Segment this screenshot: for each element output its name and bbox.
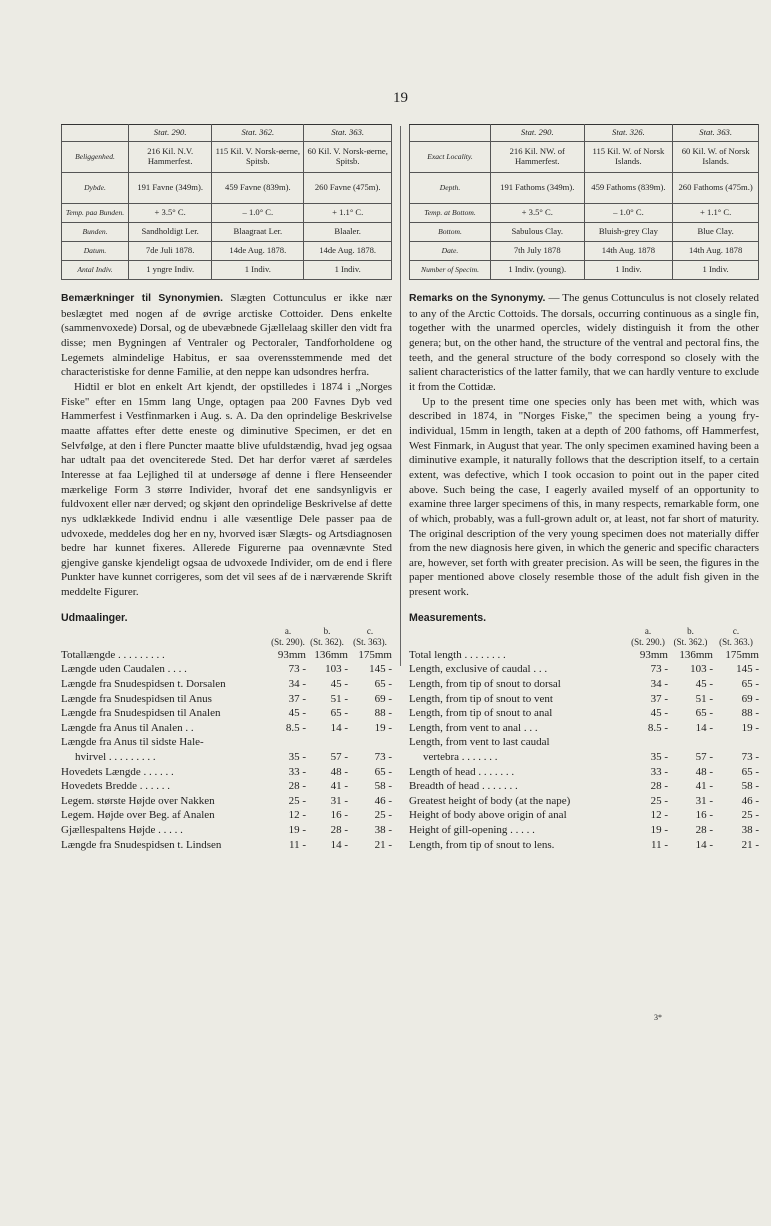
station-table-english [409,124,759,280]
table-cell: 1 Indiv. [304,261,392,280]
remarks-paragraph: Up to the present time one species only has been met with, which was described in 1874, in "Norges Fiske," the specimen being a young fry-individual, 15mm in length, taken at a depth of 200 fathoms, off Hammerfest, West Finmark, in August that year. The only specimen examined having been a diminutive example, it naturally follows that the description itself, to a certain extent, was defective, which I took occasion to point out in the paper cited above. Such being the case, I eagerly availed myself of an opportunity to examine three larger specimens of this, in many respects, remarkable form, one of which, probably, was a full-grown adult or, at least, not far short of maturity. The original description of the very young specimen does not materially differ from the new diagnosis here given, in which the generic and specific characters are, however, set forth with greater precision. As will be seen, the figures in the paper mentioned above closely resemble those of the adult fish given in the present work. [409,395,759,599]
measurement-value: 21 - [741,838,759,851]
measurement-row [61,808,392,823]
row-label: Depth. [410,173,491,204]
measurement-row [61,706,392,721]
measurement-row [409,721,759,736]
table-cell: + 1.1° C. [304,204,392,223]
measurement-row [409,794,759,809]
measurement-value: 69 - [374,692,392,705]
column-station: (St. 362). [310,636,344,647]
row-label: Bottom. [410,223,491,242]
measurement-value: 41 - [695,780,713,793]
table-cell: 60 Kil. W. of Norsk Islands. [673,142,759,173]
measurement-row [409,648,759,663]
measurement-row [61,838,392,853]
column-station: (St. 290). [271,636,305,647]
measurement-row [409,765,759,780]
measurement-value: 145 - [736,663,759,676]
table-cell: + 1.1° C. [673,204,759,223]
measurement-row [409,808,759,823]
measurement-label: Længde fra Snudespidsen til Analen [61,707,221,720]
measurement-value: 73 - [741,750,759,763]
measurement-value: 28 - [330,823,348,836]
measurement-label: Længde fra Anus til Analen . . [61,721,194,734]
table-cell: – 1.0° C. [212,204,304,223]
measurement-label: Gjællespaltens Højde . . . . . [61,823,183,836]
table-cell: 459 Fathoms (839m). [584,173,673,204]
measurement-value: 35 - [650,750,668,763]
table-row [410,204,759,223]
measurement-value: 88 - [374,707,392,720]
measurement-value: 25 - [288,794,306,807]
column-letter: c. [732,625,740,636]
table-row [62,142,392,173]
row-label: Dybde. [62,173,129,204]
table-cell: 191 Fathoms (349m). [491,173,585,204]
row-label: Beliggenhed. [62,142,129,173]
measurement-value: 8.5 - [647,721,668,734]
measurement-label: Length, from tip of snout to vent [409,692,553,705]
table-cell: 1 Indiv. [673,261,759,280]
measurement-label: Length, from vent to anal . . . [409,721,538,734]
measurement-label: Length, exclusive of caudal . . . [409,663,548,676]
measurement-label: Totallængde . . . . . . . . . [61,648,165,661]
table-header-cell: Stat. 326. [584,125,673,142]
measurement-value: 12 - [650,809,668,822]
measurement-value: 16 - [330,809,348,822]
measurement-row [61,823,392,838]
measurement-value: 19 - [374,721,392,734]
measurement-row [61,662,392,677]
column-letter: a. [284,625,292,636]
measurement-label: Length, from tip of snout to dorsal [409,677,561,690]
column-letter: c. [366,625,374,636]
table-header-cell: Stat. 363. [304,125,392,142]
measurement-label: Hovedets Bredde . . . . . . [61,780,171,793]
table-header-cell [62,125,129,142]
measurement-value: 88 - [741,707,759,720]
measurement-row [409,677,759,692]
table-row [410,223,759,242]
table-row [62,204,392,223]
measurement-value: 38 - [741,823,759,836]
table-cell: 260 Favne (475m). [304,173,392,204]
measurement-value: 28 - [650,780,668,793]
measurement-value: 37 - [650,692,668,705]
measurement-value: 16 - [695,809,713,822]
measurements-header [409,626,759,648]
table-cell: 14de Aug. 1878. [212,242,304,261]
measurement-label: Længde fra Snudespidsen t. Lindsen [61,838,222,851]
english-column [409,124,759,852]
column-header [348,626,392,648]
measurement-value: 14 - [330,721,348,734]
measurements-title: Measurements. [409,611,487,624]
measurements-table [409,626,759,852]
row-label: Antal Indiv. [62,261,129,280]
measurement-value: 45 - [695,677,713,690]
measurement-value: 19 - [288,823,306,836]
column-divider [400,126,401,666]
measurement-value: 8.5 - [285,721,306,734]
table-cell: Blaagraat Ler. [212,223,304,242]
remarks-section [61,291,392,600]
table-row [410,173,759,204]
table-header-cell: Stat. 363. [673,125,759,142]
table-cell: 14th Aug. 1878 [673,242,759,261]
column-station: (St. 363). [353,636,387,647]
measurement-value: 145 - [369,663,392,676]
measurement-value: 136mm [679,648,713,661]
measurement-value: 175mm [725,648,759,661]
measurement-value: 103 - [325,663,348,676]
measurement-row [61,648,392,663]
station-table-body [62,142,392,280]
column-letter: b. [687,625,694,636]
column-header [270,626,306,648]
measurement-value: 14 - [695,838,713,851]
measurement-value: 58 - [741,780,759,793]
measurement-value: 11 - [288,838,306,851]
measurement-value: 14 - [695,721,713,734]
row-label: Temp. at Bottom. [410,204,491,223]
measurement-row [61,677,392,692]
measurement-row [61,750,392,765]
row-label: Number of Specim. [410,261,491,280]
measurement-value: 21 - [374,838,392,851]
table-cell: 1 Indiv. [212,261,304,280]
measurement-row [409,779,759,794]
measurement-value: 51 - [330,692,348,705]
measurement-row [61,765,392,780]
norwegian-column [61,124,392,852]
measurement-label: Længde uden Caudalen . . . . [61,663,187,676]
measurement-value: 25 - [650,794,668,807]
station-table [61,124,392,280]
column-station: (St. 290.) [631,636,665,647]
measurement-value: 25 - [374,809,392,822]
table-cell: 260 Fathoms (475m.) [673,173,759,204]
measurement-row [409,735,759,750]
measurement-value: 65 - [741,765,759,778]
table-row [410,142,759,173]
remarks-heading: Remarks on the Synonymy. [409,293,546,304]
measurement-value: 73 - [374,750,392,763]
station-table-body [410,142,759,280]
measurement-value: 69 - [741,692,759,705]
table-cell: 1 Indiv. [584,261,673,280]
column-header [713,626,759,648]
table-cell: 1 Indiv. (young). [491,261,585,280]
measurement-value: 34 - [288,677,306,690]
measurement-label: Height of body above origin of anal [409,809,567,822]
remarks-paragraph: Hidtil er blot en enkelt Art kjendt, der opstilledes i 1874 i „Norges Fiske" efter en 15mm lang Unge, optagen paa 200 Favnes Dyb ved Hammerfest i Vestfinmarken i Aug. s. A. Da den oprindelige Beskrivelse maatte affattes efter dette eneste og diminutive Specimen, er det en Selvfølge, at den i flere Puncter maatte blive ufuldstændig, hvad jeg ogsaa har udtalt paa det ovenciterede Sted. Det har derfor været af særdeles Interesse at faa Lejlighed til at undersøge af denne i flere Henseender mærkelige Form 3 større Individer, hvoraf det ene sandsynligvis er fuldvoxent eller nær derved; og skjønt den oprindelige Beskrivelse af dette nys udklækkede Individ endnu i alle væsentlige Dele passer paa de udvoxede, meddeles dog her en ny, hvorved især Slægts- og Artsdiagnosen bedre har kunnet fixeres. Allerede Figurerne paa ovennævnte Sted gjengive ganske kjendeligt ogsaa de udvoxede Individer, om de end i flere Punkter have kunnet corrigeres, som det vil sees af de i nærværende Skrift meddelte Figurer. [61,380,392,599]
measurement-value: 33 - [288,765,306,778]
measurement-value: 51 - [695,692,713,705]
measurement-label: Legem. Højde over Beg. af Analen [61,809,215,822]
measurement-value: 65 - [374,765,392,778]
measurement-label: Length, from vent to last caudal [409,736,550,749]
table-cell: 115 Kil. W. of Norsk Islands. [584,142,673,173]
column-station: (St. 362.) [673,636,708,647]
measurement-value: 93mm [639,648,668,661]
measurement-row [61,735,392,750]
measurements-title: Udmaalinger. [61,611,128,624]
measurement-value: 45 - [650,707,668,720]
measurement-value: 41 - [330,780,348,793]
measurement-row [61,721,392,736]
measurement-value: 73 - [650,663,668,676]
measurement-value: 48 - [695,765,713,778]
signature-mark: 3* [654,1013,662,1022]
measurement-value: 12 - [288,809,306,822]
table-row [410,242,759,261]
table-cell: 459 Favne (839m). [212,173,304,204]
table-cell: 60 Kil. V. Norsk-øerne, Spitsb. [304,142,392,173]
measurement-label: Length, from tip of snout to lens. [409,838,555,851]
measurement-value: 45 - [330,677,348,690]
measurement-label: Breadth of head . . . . . . . [409,780,518,793]
measurement-value: 48 - [330,765,348,778]
measurements-header [61,626,392,648]
table-header-row [62,125,392,142]
row-label: Date. [410,242,491,261]
measurement-label: Længde fra Snudespidsen til Anus [61,692,212,705]
measurements-table [61,626,392,852]
measurement-value: 57 - [330,750,348,763]
column-header [668,626,713,648]
remarks-paragraph [409,291,759,395]
measurement-value: 28 - [695,823,713,836]
remarks-paragraph [61,291,392,380]
measurement-row [409,662,759,677]
measurement-value: 45 - [288,707,306,720]
measurement-label: Total length . . . . . . . . [409,648,506,661]
table-cell: Sandholdigt Ler. [129,223,212,242]
measurement-row [61,794,392,809]
table-cell: 7th July 1878 [491,242,585,261]
measurement-value: 35 - [288,750,306,763]
column-header [628,626,668,648]
measurement-value: 19 - [650,823,668,836]
measurement-label: hvirvel . . . . . . . . . [75,750,156,763]
table-cell: + 3.5° C. [491,204,585,223]
station-table-norwegian [61,124,392,280]
table-cell: + 3.5° C. [129,204,212,223]
measurement-value: 34 - [650,677,668,690]
table-header-cell [410,125,491,142]
table-cell: 191 Favne (349m). [129,173,212,204]
remarks-section [409,291,759,600]
measurement-value: 19 - [741,721,759,734]
table-cell: 115 Kil. V. Norsk-øerne, Spitsb. [212,142,304,173]
table-row [62,223,392,242]
remarks-text: — The genus Cottunculus is not closely related to any of the Arctic Cottoids. The dorsals, occurring continuous as a single fin, together with the unarmed opercles, widely distinguish it from the other genera; but, on the other hand, the structure of the ventral and pectoral fins, the teeth, and the general structure of the body correspond so closely with the salient characteristics of the latter family, that we can hardly venture to exclude it from the Cottidæ. [409,292,759,393]
remarks-heading: Bemærkninger til Synonymien. [61,293,224,304]
measurement-value: 14 - [330,838,348,851]
station-table [409,124,759,280]
measurement-value: 31 - [330,794,348,807]
measurement-value: 57 - [695,750,713,763]
table-cell: 14de Aug. 1878. [304,242,392,261]
measurement-value: 31 - [695,794,713,807]
column-letter: a. [644,625,652,636]
measurement-value: 65 - [330,707,348,720]
table-cell: 7de Juli 1878. [129,242,212,261]
table-row [62,261,392,280]
table-cell: Blaaler. [304,223,392,242]
measurement-label: Length of head . . . . . . . [409,765,515,778]
row-label: Exact Locality. [410,142,491,173]
measurement-label: Length, from tip of snout to anal [409,707,553,720]
measurement-row [61,779,392,794]
measurement-value: 136mm [314,648,348,661]
measurement-value: 33 - [650,765,668,778]
measurement-label: Height of gill-opening . . . . . [409,823,535,836]
measurement-value: 65 - [741,677,759,690]
measurement-value: 46 - [741,794,759,807]
measurement-value: 93mm [277,648,306,661]
measurement-row [409,750,759,765]
row-label: Datum. [62,242,129,261]
measurement-value: 11 - [650,838,668,851]
table-row [62,242,392,261]
measurement-value: 175mm [358,648,392,661]
table-row [62,173,392,204]
measurement-value: 25 - [741,809,759,822]
row-label: Temp. paa Bunden. [62,204,129,223]
measurement-value: 28 - [288,780,306,793]
column-station: (St. 363.) [719,636,753,647]
table-cell: 216 Kil. NW. of Hammerfest. [491,142,585,173]
remarks-text: Slægten Cottunculus er ikke nær beslægtet med nogen af de øvrige arctiske Cottoider. Dens enkelte (sammenvoxede) Dorsal, og de ubevæbnede Gjællelaag skiller den vidt fra disse; men Bygningen af Ventraler og Pectoraler, Tandforholdene og Legemets almindelige Habitus, er saa overensstemmende med det characteristiske for denne Familie, at den neppe kan udsondres herfra. [61,292,393,379]
table-cell: – 1.0° C. [584,204,673,223]
measurement-value: 38 - [374,823,392,836]
row-label: Bunden. [62,223,129,242]
measurement-value: 65 - [374,677,392,690]
table-row [410,261,759,280]
table-header-cell: Stat. 362. [212,125,304,142]
measurement-row [61,692,392,707]
table-header-cell: Stat. 290. [491,125,585,142]
table-header-cell: Stat. 290. [129,125,212,142]
measurement-row [409,838,759,853]
column-header [306,626,348,648]
table-cell: 1 yngre Indiv. [129,261,212,280]
measurement-label: Længde fra Snudespidsen t. Dorsalen [61,677,226,690]
measurement-value: 65 - [695,707,713,720]
measurement-label: vertebra . . . . . . . [423,750,498,763]
measurement-label: Længde fra Anus til sidste Hale- [61,736,204,749]
measurement-value: 37 - [288,692,306,705]
measurement-value: 103 - [690,663,713,676]
measurement-row [409,692,759,707]
measurement-row [409,823,759,838]
measurement-row [409,706,759,721]
measurement-value: 73 - [288,663,306,676]
table-cell: Bluish-grey Clay [584,223,673,242]
measurement-value: 46 - [374,794,392,807]
page-number: 19 [393,90,408,106]
table-cell: 216 Kil. N.V. Hammerfest. [129,142,212,173]
measurement-label: Hovedets Længde . . . . . . [61,765,174,778]
table-cell: 14th Aug. 1878 [584,242,673,261]
table-header-row [410,125,759,142]
measurement-value: 58 - [374,780,392,793]
measurement-label: Greatest height of body (at the nape) [409,794,571,807]
table-cell: Blue Clay. [673,223,759,242]
measurement-label: Legem. største Højde over Nakken [61,794,215,807]
table-cell: Sabulous Clay. [491,223,585,242]
column-letter: b. [323,625,331,636]
